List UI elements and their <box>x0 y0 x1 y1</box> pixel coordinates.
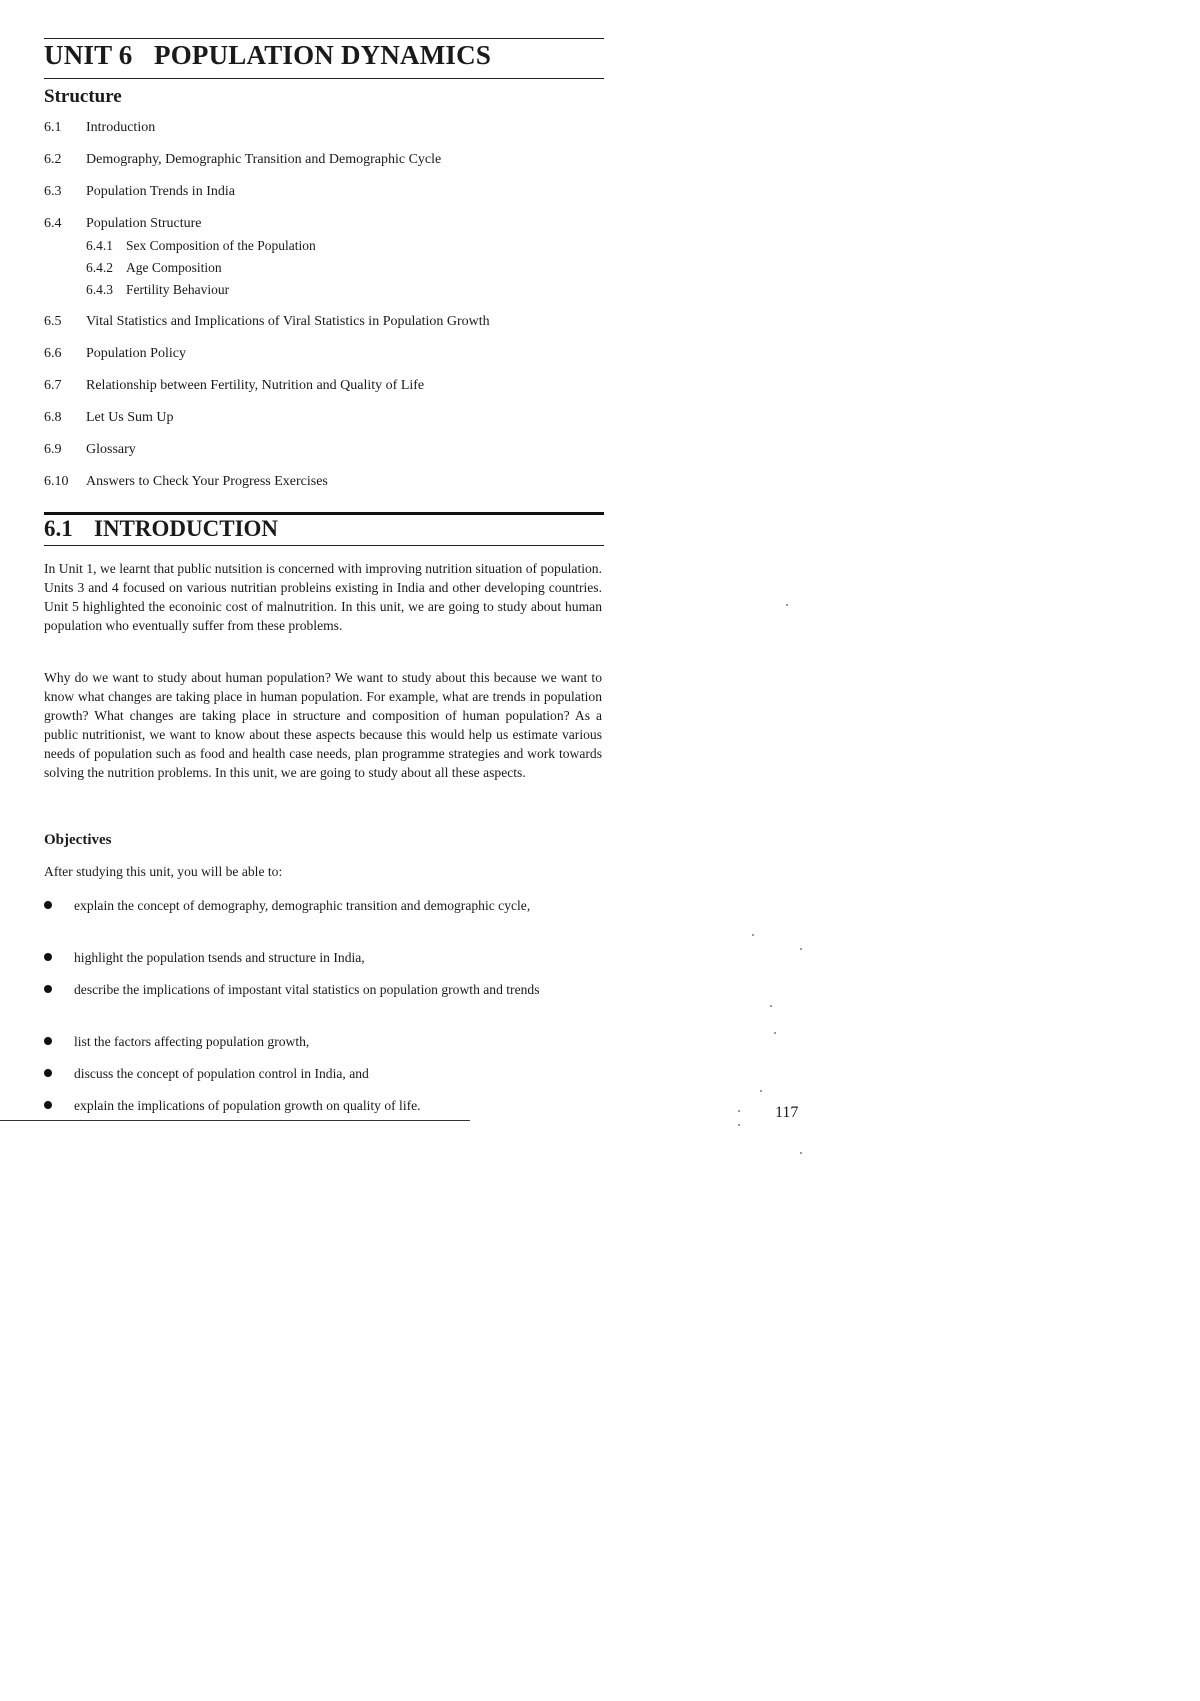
toc-item-label: Demography, Demographic Transition and Demographic Cycle <box>86 152 442 167</box>
toc-item-number: 6.8 <box>44 410 62 425</box>
objective-text: explain the implications of population growth on quality of life. <box>74 1098 421 1113</box>
scan-speck <box>770 1005 772 1007</box>
toc-item <box>44 378 424 394</box>
section-bottom-rule <box>44 545 604 546</box>
header-top-rule <box>44 38 604 39</box>
scan-speck <box>786 604 788 606</box>
toc-subitem-label: Age Composition <box>126 260 222 275</box>
objectives-heading: Objectives <box>44 832 112 848</box>
toc-item-number: 6.10 <box>44 474 69 489</box>
toc-item <box>44 474 328 490</box>
unit-number: UNIT 6 <box>44 40 133 70</box>
toc-item <box>44 314 490 330</box>
scan-speck <box>800 948 802 950</box>
scan-speck <box>760 1090 762 1092</box>
toc-item-label: Answers to Check Your Progress Exercises <box>86 474 328 489</box>
objective-text: list the factors affecting population growth, <box>74 1034 310 1049</box>
toc-item-number: 6.2 <box>44 152 62 167</box>
toc-item-number: 6.6 <box>44 346 62 361</box>
bullet-icon <box>44 953 52 961</box>
bullet-icon <box>44 985 52 993</box>
toc-item-label: Population Policy <box>86 346 186 361</box>
toc-item <box>44 442 136 458</box>
toc-subitem-number: 6.4.3 <box>86 282 113 297</box>
toc-item <box>44 216 202 232</box>
section-top-rule <box>44 512 604 515</box>
toc-item-number: 6.7 <box>44 378 62 393</box>
structure-heading: Structure <box>44 86 122 107</box>
toc-item <box>44 152 441 168</box>
unit-title <box>44 40 491 71</box>
toc-item-label: Introduction <box>86 120 156 135</box>
toc-item-number: 6.5 <box>44 314 62 329</box>
toc-item-number: 6.9 <box>44 442 62 457</box>
section-number: 6.1 <box>44 516 73 541</box>
toc-subitem-number: 6.4.2 <box>86 260 113 275</box>
toc-subitem <box>86 260 222 276</box>
objective-text: explain the concept of demography, demographic transition and demographic cycle, <box>74 898 531 913</box>
bullet-icon <box>44 901 52 909</box>
page-number: 117 <box>775 1104 799 1121</box>
objective-text: discuss the concept of population control in India, and <box>74 1066 369 1081</box>
toc-item <box>44 410 174 426</box>
toc-item-number: 6.3 <box>44 184 62 199</box>
bullet-icon <box>44 1037 52 1045</box>
toc-item <box>44 346 186 362</box>
scan-speck <box>738 1110 740 1112</box>
toc-subitem-label: Fertility Behaviour <box>126 282 230 297</box>
section-title <box>44 516 278 542</box>
toc-subitem <box>86 238 316 254</box>
objectives-intro: After studying this unit, you will be able to: <box>44 864 283 879</box>
toc-item-label: Glossary <box>86 442 136 457</box>
toc-item-label: Population Trends in India <box>86 184 235 199</box>
toc-item <box>44 120 155 136</box>
toc-item-label: Population Structure <box>86 216 202 231</box>
footer-rule <box>0 1120 470 1121</box>
bullet-icon <box>44 1069 52 1077</box>
toc-subitem-label: Sex Composition of the Population <box>126 238 316 253</box>
scan-speck <box>752 934 754 936</box>
toc-item-label: Relationship between Fertility, Nutrition and Quality of Life <box>86 378 425 393</box>
toc-item <box>44 184 235 200</box>
toc-item-number: 6.4 <box>44 216 62 231</box>
objective-text: highlight the population tsends and structure in India, <box>74 950 365 965</box>
scan-speck <box>800 1152 802 1154</box>
unit-title-text: POPULATION DYNAMICS <box>154 40 492 70</box>
toc-item-label: Let Us Sum Up <box>86 410 174 425</box>
objective-text: describe the implications of impostant vital statistics on population growth and trends <box>74 982 540 997</box>
toc-item-number: 6.1 <box>44 120 62 135</box>
header-bottom-rule <box>44 78 604 79</box>
toc-subitem-number: 6.4.1 <box>86 238 113 253</box>
intro-paragraph: In Unit 1, we learnt that public nutsition is concerned with improving nutrition situation of population. Units 3 and 4 focused on various nutritian probleins existing in India and other developing countries. Unit 5 highlighted the econoinic cost of malnutrition. In this unit, we are going to study about human population who eventually suffer from these problems. <box>44 561 602 633</box>
scan-speck <box>774 1032 776 1034</box>
section-title-text: INTRODUCTION <box>94 516 279 541</box>
intro-paragraph: Why do we want to study about human population? We want to study about this because we want to know what changes are taking place in human population. For example, what are trends in population growth? What changes are taking place in structure and composition of human population? As a public nutritionist, we want to know about these aspects because this would help us estimate various needs of population such as food and health case needs, plan programme strategies and work towards solving the nutrition problems. In this unit, we are going to study about all these aspects. <box>44 670 602 780</box>
bullet-icon <box>44 1101 52 1109</box>
toc-item-label: Vital Statistics and Implications of Viral Statistics in Population Growth <box>86 314 490 329</box>
toc-subitem <box>86 282 229 298</box>
scan-speck <box>738 1124 740 1126</box>
